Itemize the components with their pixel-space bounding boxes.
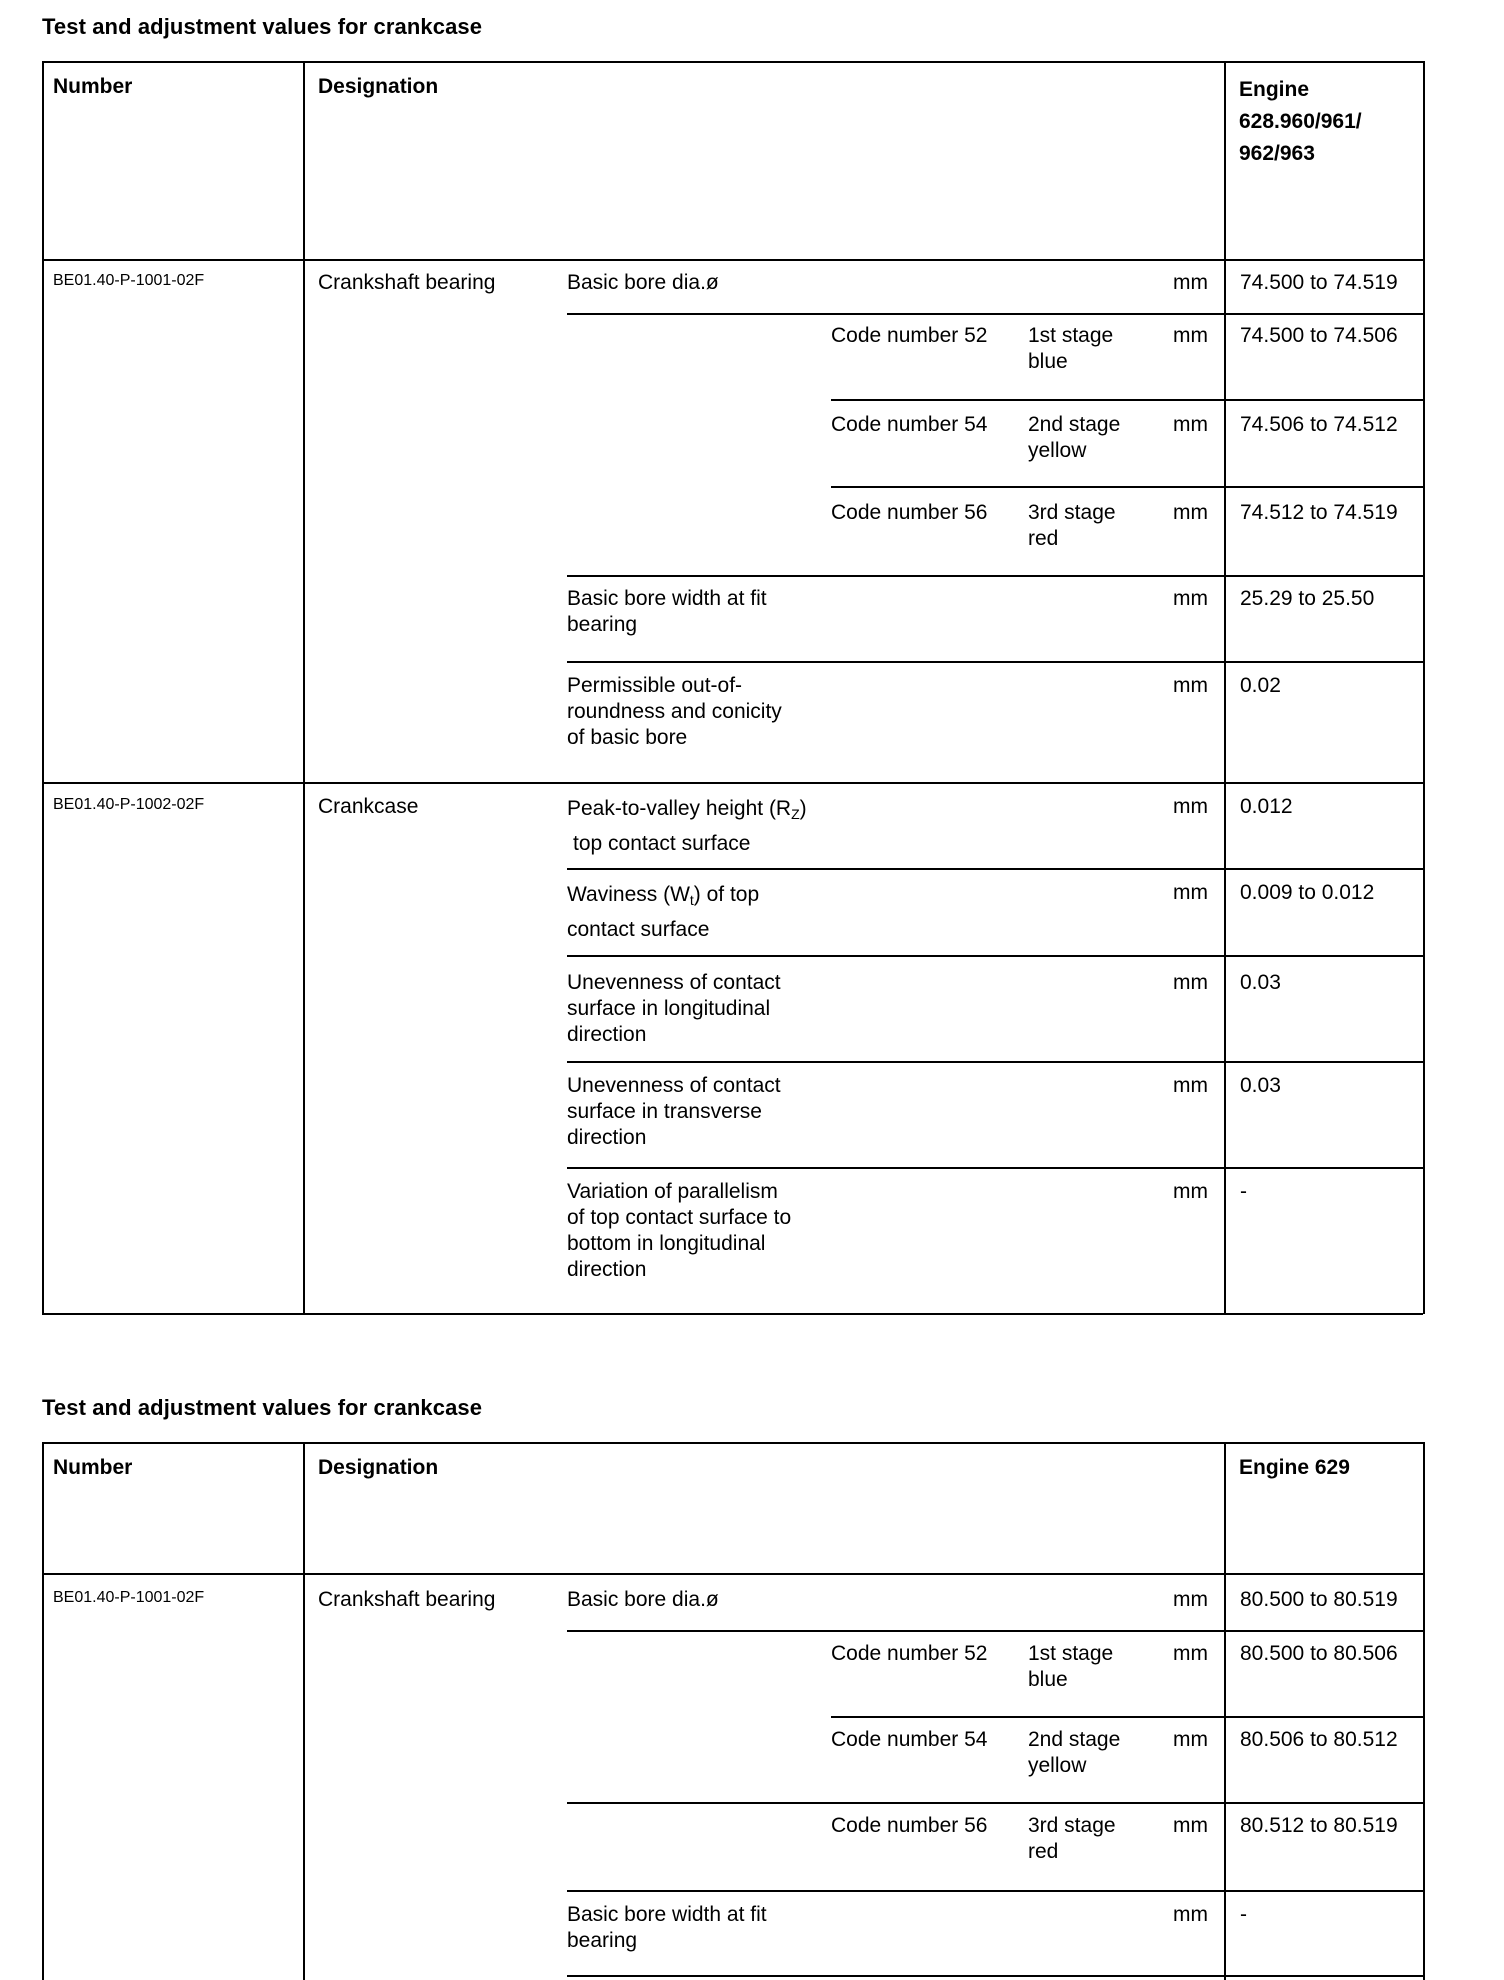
row-unit: mm <box>1173 674 1208 697</box>
row-description: Unevenness of contact surface in transverse direction <box>567 1074 781 1149</box>
section-title: Test and adjustment values for crankcase <box>42 14 483 39</box>
row-value: 25.29 to 25.50 <box>1240 587 1375 610</box>
row-value: 0.012 <box>1240 795 1293 818</box>
row-stage: 2nd stage yellow <box>1028 413 1121 462</box>
row-unit: mm <box>1173 795 1208 818</box>
row-value: 0.009 to 0.012 <box>1240 881 1375 904</box>
row-code: Code number 56 <box>831 1814 988 1837</box>
group-designation: Crankcase <box>318 795 419 818</box>
header-number: Number <box>53 75 133 98</box>
row-unit: mm <box>1173 1588 1208 1611</box>
group-number: BE01.40-P-1002-02F <box>53 796 205 813</box>
row-description: Variation of parallelism of top contact surface to bottom in longitudinal direction <box>567 1180 792 1281</box>
row-value: 74.500 to 74.506 <box>1240 324 1398 347</box>
row-stage: 3rd stage red <box>1028 1814 1116 1863</box>
row-description: Basic bore dia.ø <box>567 1588 719 1611</box>
group-number: BE01.40-P-1001-02F <box>53 1589 205 1606</box>
row-stage: 1st stage blue <box>1028 324 1114 373</box>
header-designation: Designation <box>318 1456 439 1479</box>
row-value: 74.500 to 74.519 <box>1240 271 1398 294</box>
row-unit: mm <box>1173 1180 1208 1203</box>
row-value: - <box>1240 1903 1247 1926</box>
header-engine: Engine 629 <box>1239 1456 1350 1479</box>
row-code: Code number 52 <box>831 324 988 347</box>
row-stage: 3rd stage red <box>1028 501 1116 550</box>
row-code: Code number 54 <box>831 413 988 436</box>
row-code: Code number 56 <box>831 501 988 524</box>
row-value: 74.512 to 74.519 <box>1240 501 1398 524</box>
row-value: 80.500 to 80.506 <box>1240 1642 1398 1665</box>
row-code: Code number 54 <box>831 1728 988 1751</box>
row-unit: mm <box>1173 413 1208 436</box>
row-stage: 1st stage blue <box>1028 1642 1114 1691</box>
row-unit: mm <box>1173 1903 1208 1926</box>
row-code: Code number 52 <box>831 1642 988 1665</box>
row-unit: mm <box>1173 1074 1208 1097</box>
group-designation: Crankshaft bearing <box>318 271 496 294</box>
header-number: Number <box>53 1456 133 1479</box>
row-description: Basic bore dia.ø <box>567 271 719 294</box>
row-description: Permissible out-of- roundness and conicity of basic bore <box>567 674 782 749</box>
row-value: 80.500 to 80.519 <box>1240 1588 1398 1611</box>
row-value: - <box>1240 1180 1247 1203</box>
row-unit: mm <box>1173 881 1208 904</box>
row-unit: mm <box>1173 1642 1208 1665</box>
row-unit: mm <box>1173 1728 1208 1751</box>
row-value: 0.02 <box>1240 674 1281 697</box>
row-unit: mm <box>1173 1814 1208 1837</box>
row-value: 0.03 <box>1240 971 1281 994</box>
row-unit: mm <box>1173 501 1208 524</box>
row-unit: mm <box>1173 324 1208 347</box>
header-engine: Engine 628.960/961/ 962/963 <box>1239 78 1362 165</box>
row-description: Waviness $(W_t)$ of top contact surface <box>567 883 760 941</box>
row-description: Basic bore width at fit bearing <box>567 587 767 636</box>
row-stage: 2nd stage yellow <box>1028 1728 1121 1777</box>
section-title: Test and adjustment values for crankcase <box>42 1395 483 1420</box>
row-unit: mm <box>1173 271 1208 294</box>
header-designation: Designation <box>318 75 439 98</box>
row-value: 0.03 <box>1240 1074 1281 1097</box>
group-number: BE01.40-P-1001-02F <box>53 272 205 289</box>
row-unit: mm <box>1173 587 1208 610</box>
row-value: 74.506 to 74.512 <box>1240 413 1398 436</box>
group-designation: Crankshaft bearing <box>318 1588 496 1611</box>
row-description: Peak-to-valley height $(R_Z)$ top contact surface <box>567 797 807 855</box>
row-value: 80.506 to 80.512 <box>1240 1728 1398 1751</box>
row-description: Unevenness of contact surface in longitudinal direction <box>567 971 781 1046</box>
row-value: 80.512 to 80.519 <box>1240 1814 1398 1837</box>
row-description: Basic bore width at fit bearing <box>567 1903 767 1952</box>
row-unit: mm <box>1173 971 1208 994</box>
